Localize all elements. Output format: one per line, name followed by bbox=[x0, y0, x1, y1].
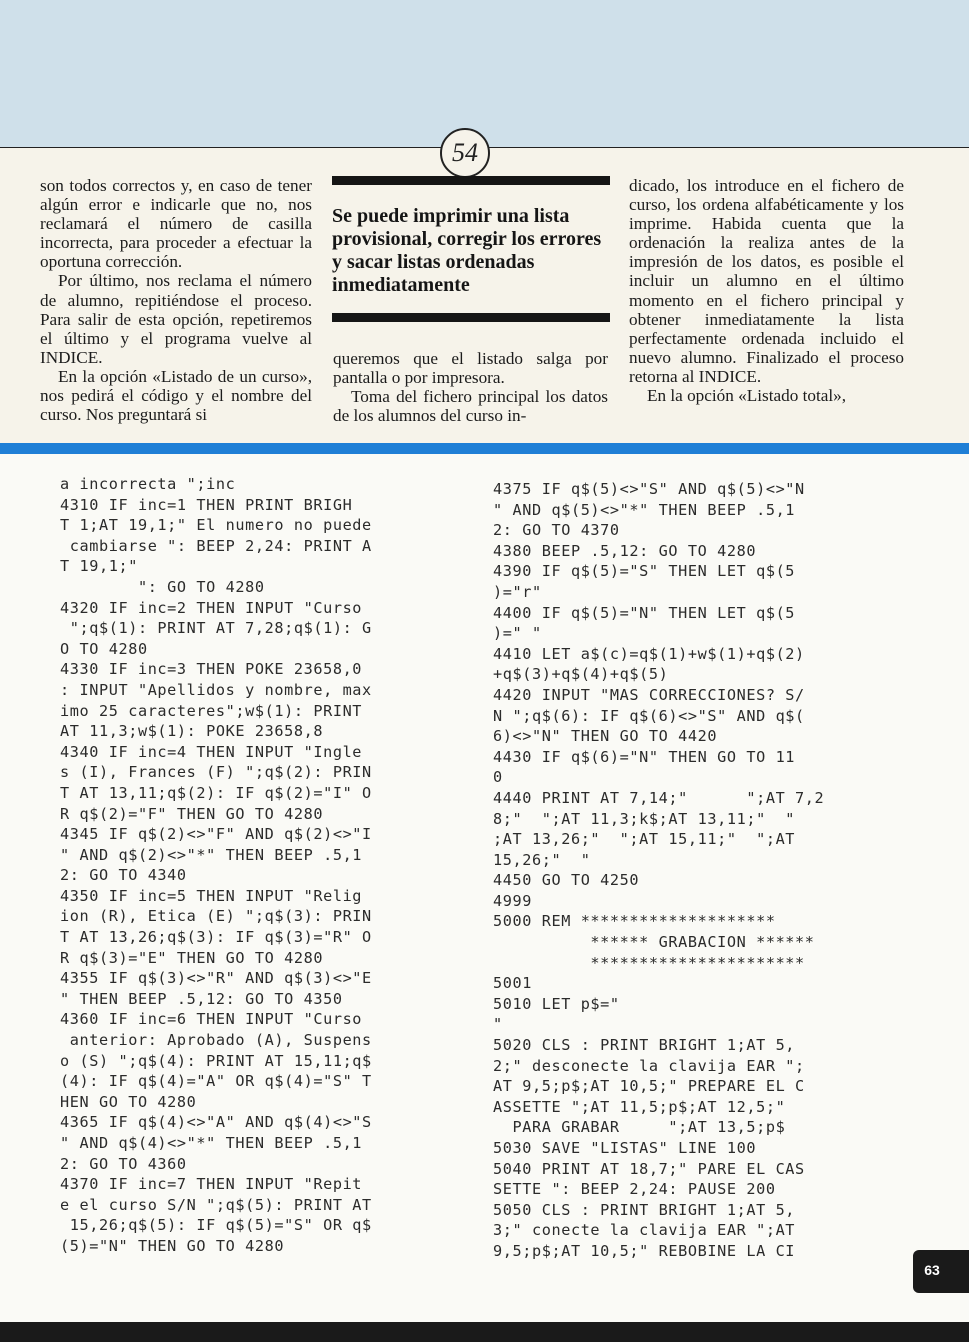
headline-rule-bottom bbox=[332, 313, 610, 322]
code-line: 4360 IF inc=6 THEN INPUT "Curso bbox=[60, 1010, 363, 1029]
code-line: (5)="N" THEN GO TO 4280 bbox=[60, 1236, 285, 1255]
code-line: 4440 PRINT AT 7,14;" ";AT 7,2 bbox=[493, 788, 825, 807]
paragraph: En la opción «Listado total», bbox=[647, 386, 847, 406]
code-line: 4380 BEEP .5,12: GO TO 4280 bbox=[493, 541, 757, 560]
code-line: T 19,1;" bbox=[60, 557, 138, 576]
code-line: 5000 REM ******************** bbox=[493, 912, 776, 931]
paragraph: En la opción «Listado de un curso», nos pedirá el código y el nombre del curso. Nos preguntará si bbox=[40, 366, 312, 425]
code-line: 4365 IF q$(4)<>"A" AND q$(4)<>"S bbox=[60, 1113, 372, 1132]
code-line: a incorrecta ";inc bbox=[60, 475, 236, 493]
code-line: (4): IF q$(4)="A" OR q$(4)="S" T bbox=[60, 1072, 372, 1091]
code-line: ": GO TO 4280 bbox=[60, 577, 265, 596]
page-number: 63 bbox=[924, 1262, 940, 1278]
code-line: ASSETTE ";AT 11,5;p$;AT 12,5;" bbox=[493, 1097, 786, 1116]
code-line: 4310 IF inc=1 THEN PRINT BRIGH bbox=[60, 495, 353, 514]
code-line: ;AT 13,26;" ";AT 15,11;" ";AT bbox=[493, 830, 796, 849]
code-line: : INPUT "Apellidos y nombre, max bbox=[60, 680, 372, 699]
code-line: " AND q$(5)<>"*" THEN BEEP .5,1 bbox=[493, 500, 796, 519]
paragraph: Por último, nos reclama el número de alumno, repitiéndose el proceso. Para salir de esta opción, repetiremos el último y el programa vuelve al INDICE. bbox=[40, 271, 312, 367]
code-line: 4450 GO TO 4250 bbox=[493, 871, 640, 890]
code-line: 4375 IF q$(5)<>"S" AND q$(5)<>"N bbox=[493, 480, 805, 498]
code-line: 4420 INPUT "MAS CORRECCIONES? S/ bbox=[493, 685, 805, 704]
code-line: imo 25 caracteres";w$(1): PRINT bbox=[60, 701, 363, 720]
top-margin-band bbox=[0, 0, 969, 148]
code-line: e el curso S/N ";q$(5): PRINT AT bbox=[60, 1195, 372, 1214]
paragraph: queremos que el listado salga por pantalla o por impresora. bbox=[333, 349, 608, 388]
basic-listing-left bbox=[60, 474, 372, 1257]
code-line: )=" " bbox=[493, 624, 542, 643]
code-line: 4400 IF q$(5)="N" THEN LET q$(5 bbox=[493, 603, 796, 622]
code-line: 4340 IF inc=4 THEN INPUT "Ingle bbox=[60, 742, 363, 761]
code-line: " AND q$(4)<>"*" THEN BEEP .5,1 bbox=[60, 1134, 363, 1152]
code-line: cambiarse ": BEEP 2,24: PRINT A bbox=[60, 536, 372, 555]
code-line: " AND q$(2)<>"*" THEN BEEP .5,1 bbox=[60, 845, 363, 864]
code-line: 4390 IF q$(5)="S" THEN LET q$(5 bbox=[493, 562, 796, 581]
code-line: ****** GRABACION ****** bbox=[493, 933, 815, 952]
code-line: 5030 SAVE "LISTAS" LINE 100 bbox=[493, 1139, 757, 1157]
code-line: 6)<>"N" THEN GO TO 4420 bbox=[493, 727, 718, 746]
code-line: 4345 IF q$(2)<>"F" AND q$(2)<>"I bbox=[60, 825, 372, 844]
code-line: SETTE ": BEEP 2,24: PAUSE 200 bbox=[493, 1180, 776, 1199]
code-line: PARA GRABAR ";AT 13,5;p$ bbox=[493, 1118, 786, 1137]
code-line: 9,5;p$;AT 10,5;" REBOBINE LA CI bbox=[493, 1241, 796, 1260]
code-line: ********************** bbox=[493, 953, 805, 972]
headline-rule-top bbox=[332, 176, 610, 185]
code-line: +q$(3)+q$(4)+q$(5) bbox=[493, 665, 669, 684]
basic-listing-right bbox=[493, 479, 824, 1262]
code-line: 4350 IF inc=5 THEN INPUT "Relig bbox=[60, 886, 363, 905]
code-line: 4430 IF q$(6)="N" THEN GO TO 11 bbox=[493, 747, 796, 766]
code-line: )="r" bbox=[493, 582, 542, 601]
code-line: 15,26;" " bbox=[493, 850, 591, 869]
paragraph: Toma del fichero principal los datos de los alumnos del curso in- bbox=[333, 387, 608, 426]
code-line: s (I), Frances (F) ";q$(2): PRIN bbox=[60, 763, 372, 782]
code-line: 15,26;q$(5): IF q$(5)="S" OR q$ bbox=[60, 1216, 372, 1235]
article-right-column bbox=[629, 176, 904, 405]
code-line: N ";q$(6): IF q$(6)<>"S" AND q$( bbox=[493, 706, 805, 725]
code-line: 5001 bbox=[493, 974, 532, 993]
code-line: 4330 IF inc=3 THEN POKE 23658,0 bbox=[60, 660, 363, 679]
code-line: AT 9,5;p$;AT 10,5;" PREPARE EL C bbox=[493, 1077, 805, 1096]
code-line: ion (R), Etica (E) ";q$(3): PRIN bbox=[60, 907, 372, 926]
code-line: R q$(3)="E" THEN GO TO 4280 bbox=[60, 948, 324, 967]
code-line: 2: GO TO 4360 bbox=[60, 1154, 187, 1173]
code-line: 2: GO TO 4340 bbox=[60, 866, 187, 885]
code-line: 5020 CLS : PRINT BRIGHT 1;AT 5, bbox=[493, 1036, 796, 1055]
paragraph: son todos correctos y, en caso de tener algún error e indicarle que no, nos reclamará el número de casilla incorrecta, para proceder a efectuar la oportuna corrección. bbox=[40, 176, 312, 272]
code-line: 4370 IF inc=7 THEN INPUT "Repit bbox=[60, 1175, 363, 1194]
code-line: " THEN BEEP .5,12: GO TO 4350 bbox=[60, 989, 343, 1008]
code-line: 4355 IF q$(3)<>"R" AND q$(3)<>"E bbox=[60, 969, 372, 988]
bottom-border bbox=[0, 1322, 969, 1342]
code-line: o (S) ";q$(4): PRINT AT 15,11;q$ bbox=[60, 1051, 372, 1070]
code-line: T AT 13,26;q$(3): IF q$(3)="R" O bbox=[60, 928, 372, 947]
code-line: 4320 IF inc=2 THEN INPUT "Curso bbox=[60, 598, 363, 617]
code-line: AT 11,3;w$(1): POKE 23658,8 bbox=[60, 722, 324, 741]
code-line: anterior: Aprobado (A), Suspens bbox=[60, 1031, 372, 1050]
code-line: 2: GO TO 4370 bbox=[493, 521, 620, 540]
code-line: " bbox=[493, 1015, 503, 1034]
code-line: HEN GO TO 4280 bbox=[60, 1092, 197, 1111]
article-middle-column bbox=[333, 349, 608, 425]
code-line: 5040 PRINT AT 18,7;" PARE EL CAS bbox=[493, 1159, 805, 1178]
code-line: 2;" desconecte la clavija EAR "; bbox=[493, 1056, 805, 1075]
pull-headline: Se puede imprimir una lista provisional, corregir los errores y sacar listas ordenadas inmediatamente bbox=[332, 205, 602, 296]
section-divider-bar bbox=[0, 443, 969, 454]
code-line: R q$(2)="F" THEN GO TO 4280 bbox=[60, 804, 324, 823]
code-line: 5050 CLS : PRINT BRIGHT 1;AT 5, bbox=[493, 1200, 796, 1219]
code-line: 8;" ";AT 11,3;k$;AT 13,11;" " bbox=[493, 809, 796, 828]
paragraph: dicado, los introduce en el fichero de curso, los ordena alfabéticamente y los imprime. Habida cuenta que la ordenación la realiza antes de la impresión de los datos, es posible el incluir un alumno en el último momento en el fichero principal y obtener inmediatamente la lista perfectamente ordenada incluido el nuevo alumno. Finalizado el proceso retorna al INDICE. bbox=[629, 176, 904, 386]
code-line: T AT 13,11;q$(2): IF q$(2)="I" O bbox=[60, 783, 372, 802]
article-left-column bbox=[40, 176, 312, 424]
code-line: 5010 LET p$=" bbox=[493, 994, 620, 1013]
code-line: 4999 bbox=[493, 891, 532, 910]
code-line: 3;" conecte la clavija EAR ";AT bbox=[493, 1221, 796, 1240]
code-line: ";q$(1): PRINT AT 7,28;q$(1): G bbox=[60, 619, 372, 638]
issue-badge: 54 bbox=[440, 128, 490, 178]
pull-headline-box bbox=[332, 176, 610, 322]
code-line: 0 bbox=[493, 768, 503, 787]
code-line: 4410 LET a$(c)=q$(1)+w$(1)+q$(2) bbox=[493, 644, 805, 663]
code-line: T 1;AT 19,1;" El numero no puede bbox=[60, 516, 372, 535]
code-line: O TO 4280 bbox=[60, 639, 148, 658]
